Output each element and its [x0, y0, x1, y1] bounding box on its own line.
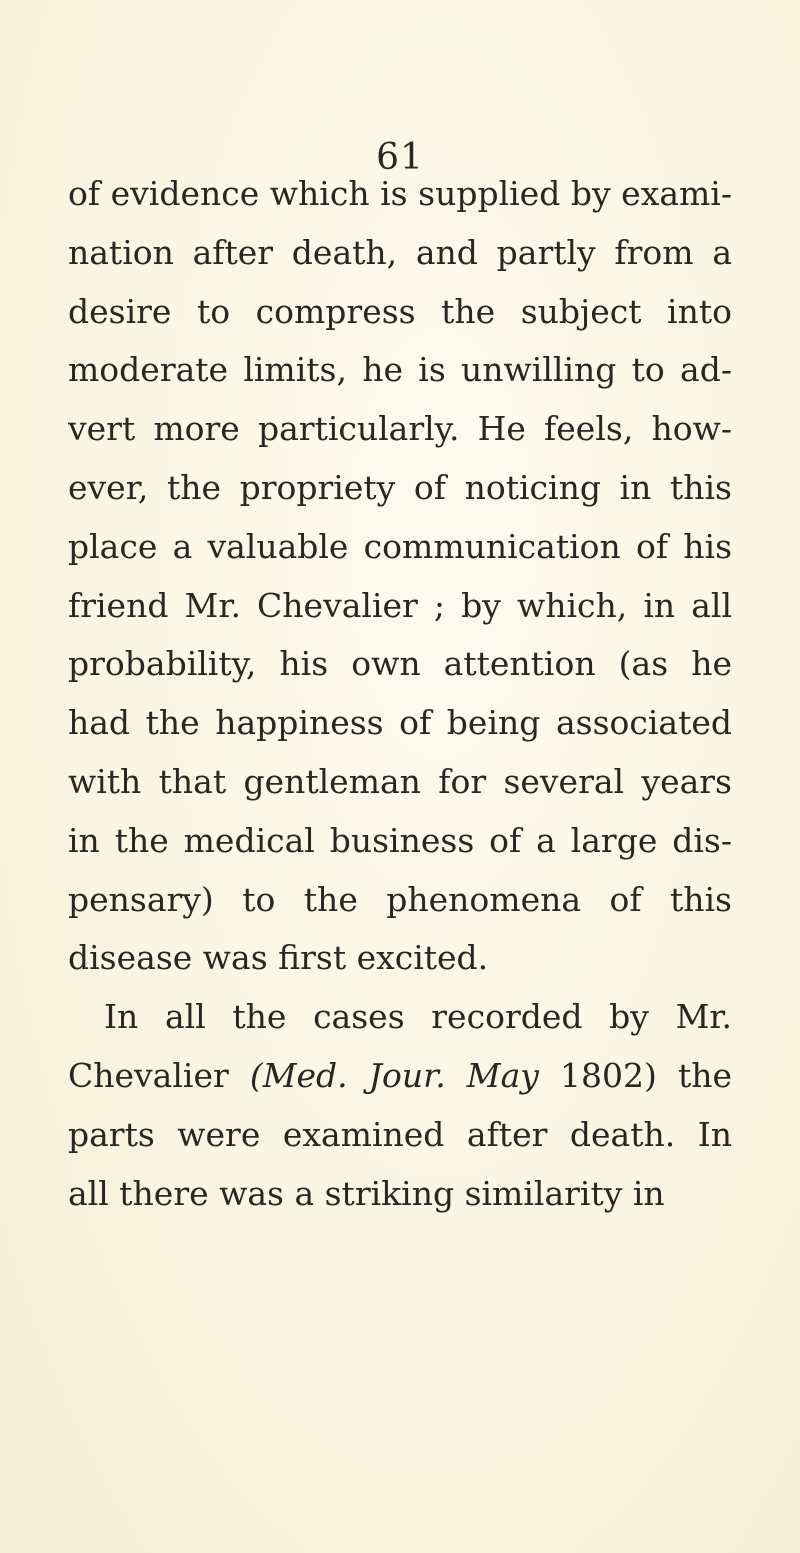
text-line-citation: [68, 1047, 732, 1106]
citation-before: Chevalier: [68, 1055, 250, 1095]
text-line: ever, the propriety of noticing in this: [68, 467, 732, 507]
text-line: had the happiness of being associated: [68, 703, 732, 743]
text-line-paragraph-start: In all the cases recorded by Mr.: [104, 997, 732, 1037]
text-line: in the medical business of a large dis-: [68, 820, 732, 860]
citation-reference: (Med. Jour. May: [249, 1055, 539, 1095]
text-line: with that gentleman for several years: [68, 761, 732, 801]
text-line: probability, his own attention (as he: [68, 644, 732, 684]
body-text: [68, 165, 732, 1223]
text-line: place a valuable communication of his: [68, 526, 732, 566]
text-line: pensary) to the phenomena of this: [68, 879, 732, 919]
text-line: desire to compress the subject into: [68, 291, 732, 331]
text-line: nation after death, and partly from a: [68, 232, 732, 272]
text-line: friend Mr. Chevalier ; by which, in all: [68, 585, 732, 625]
text-line: parts were examined after death. In: [68, 1114, 732, 1154]
page-number: 61: [376, 137, 424, 178]
citation-after: 1802) the: [538, 1055, 732, 1095]
text-line: moderate limits, he is unwilling to ad-: [68, 350, 732, 390]
text-line: vert more particularly. He feels, how-: [68, 409, 732, 449]
text-line: all there was a striking similarity in: [68, 1173, 665, 1213]
text-line: of evidence which is supplied by exami-: [68, 174, 732, 213]
text-line-paragraph-end: disease was first excited.: [68, 938, 489, 978]
